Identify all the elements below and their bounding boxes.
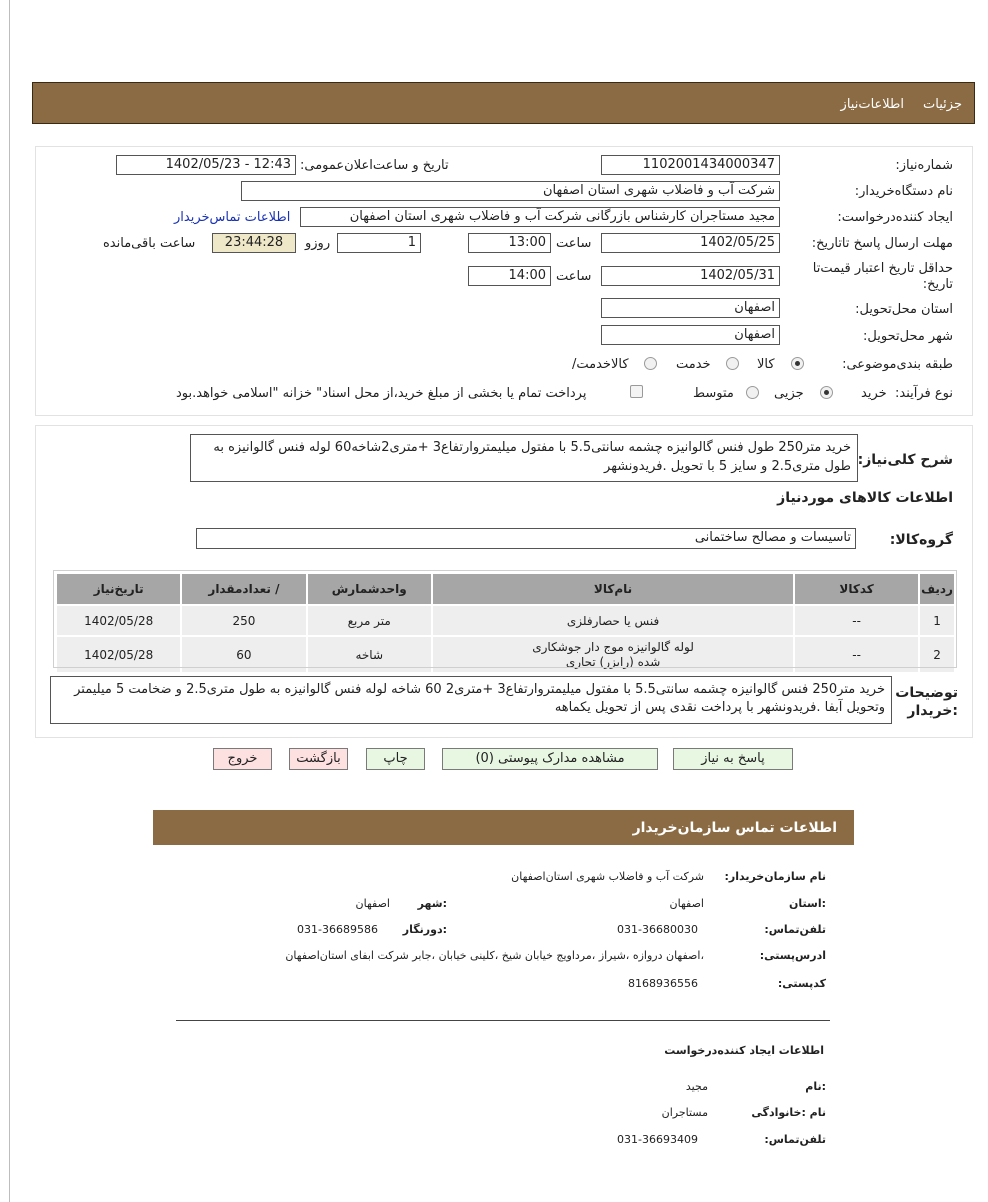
col-header-code: کدکالا bbox=[795, 574, 918, 604]
org-province-value: اصفهان bbox=[669, 897, 704, 910]
price-validity-date-field: 1402/05/31 bbox=[601, 266, 780, 286]
org-phone-label: تلفن‌تماس: bbox=[764, 923, 826, 936]
send-deadline-label: مهلت ارسال پاسخ تا‌تاریخ: bbox=[811, 236, 953, 251]
description-field: خرید متر250 طول فنس گالوانیزه چشمه سانتی5.5 با مفتول میلیمتروارتفاع3 +متری2شاخه60 لوله فنس گالوانیزه به طول متری2.5 و سایز 5 با تحویل .فریدونشهر bbox=[190, 434, 858, 482]
goods-group-label: گروه‌کالا: bbox=[889, 532, 953, 548]
requester-phone-label: تلفن‌تماس: bbox=[764, 1133, 826, 1146]
buyer-org-field: شرکت آب و فاضلاب شهری استان اصفهان bbox=[241, 181, 780, 201]
category-goods-service-radio[interactable] bbox=[644, 357, 657, 370]
col-header-need-date: تاریخ‌نیاز bbox=[57, 574, 180, 604]
process-medium-label: متوسط bbox=[693, 386, 734, 401]
category-goods-service-label: کالا‌خدمت/ bbox=[572, 357, 629, 372]
goods-info-title: اطلاعات کالاهای موردنیاز bbox=[777, 490, 953, 506]
price-validity-time-field: 14:00 bbox=[468, 266, 551, 286]
cell-quantity: 60 bbox=[182, 637, 305, 672]
requester-phone-value: 031-36693409 bbox=[617, 1133, 698, 1146]
cell-need-date: 1402/05/28 bbox=[57, 637, 180, 672]
col-header-row-number: ردیف bbox=[920, 574, 954, 604]
process-buy-label: خرید bbox=[861, 386, 887, 401]
cell-unit: متر مربع bbox=[308, 606, 431, 635]
need-number-label: شماره‌نیاز: bbox=[895, 158, 953, 173]
page-left-border bbox=[9, 0, 10, 1202]
buyer-notes-label-1: توضیحات bbox=[895, 685, 958, 701]
days-label: روزو bbox=[305, 236, 331, 251]
org-name-value: شرکت آب و فاضلاب شهری استان‌اصفهان bbox=[511, 870, 704, 883]
category-service-label: خدمت bbox=[676, 357, 711, 372]
need-number-field: 1102001434000347 bbox=[601, 155, 780, 175]
price-validity-label-2: تاریخ: bbox=[922, 277, 953, 292]
cell-row-number: 2 bbox=[920, 637, 954, 672]
buyer-org-label: نام دستگاه‌خریدار: bbox=[854, 184, 953, 199]
section-divider bbox=[176, 1020, 830, 1021]
buyer-notes-field: خرید متر250 فنس گالوانیزه چشمه سانتی5.5 با مفتول میلیمتروارتفاع3 +متری2 60 شاخه لوله فنس گالوانیزه به طول متری2.5 و ضخامت 5 میلیمتر وتحویل آبفا .فریدونشهر با پرداخت نقدی پس از تحویل یکماهه bbox=[50, 676, 892, 724]
province-label: استان محل‌تحویل: bbox=[855, 302, 953, 317]
description-label: شرح کلی‌نیاز: bbox=[857, 452, 953, 468]
requester-title: اطلاعات ایجاد کننده‌درخواست bbox=[664, 1044, 824, 1057]
cell-need-date: 1402/05/28 bbox=[57, 606, 180, 635]
city-field: اصفهان bbox=[601, 325, 780, 345]
attachments-button[interactable]: مشاهده مدارک پیوستی (0) bbox=[442, 748, 658, 770]
org-contact-title: اطلاعات تماس سازمان‌خریدار bbox=[632, 820, 837, 836]
treasury-payment-checkbox[interactable] bbox=[630, 385, 643, 398]
org-fax-value: 031-36689586 bbox=[297, 923, 378, 936]
breadcrumb-details[interactable]: جزئیات bbox=[923, 97, 962, 112]
category-goods-label: کالا bbox=[757, 357, 775, 372]
cell-code: -- bbox=[795, 637, 918, 672]
remaining-timer: 23:44:28 bbox=[212, 233, 296, 253]
org-city-value: اصفهان bbox=[355, 897, 390, 910]
respond-button[interactable]: پاسخ به نیاز bbox=[673, 748, 793, 770]
price-validity-time-label: ساعت bbox=[556, 269, 592, 284]
org-fax-label: :دورنگار bbox=[402, 923, 447, 936]
col-header-quantity: / تعدادمقدار bbox=[182, 574, 305, 604]
city-label: شهر محل‌تحویل: bbox=[863, 329, 953, 344]
cell-quantity: 250 bbox=[182, 606, 305, 635]
price-validity-label-1: حداقل تاریخ اعتبار قیمت‌تا bbox=[812, 261, 953, 276]
org-postal-label: کد‌پستی: bbox=[777, 977, 826, 990]
process-minor-label: جزیی bbox=[774, 386, 804, 401]
col-header-unit: واحدشمارش bbox=[308, 574, 431, 604]
province-field: اصفهان bbox=[601, 298, 780, 318]
requester-family-value: مستاجران bbox=[661, 1106, 708, 1119]
col-header-name: نام‌کالا bbox=[433, 574, 793, 604]
buyer-notes-label-2: :خریدار bbox=[907, 703, 958, 719]
cell-name: فنس یا حصارفلزی bbox=[433, 606, 793, 635]
cell-code: -- bbox=[795, 606, 918, 635]
org-postal-value: 8168936556 bbox=[628, 977, 698, 990]
page-header-bar bbox=[32, 82, 975, 124]
requester-name-label: :نام bbox=[805, 1080, 826, 1093]
breadcrumb-need-info[interactable]: اطلاعات‌نیاز bbox=[840, 97, 904, 112]
days-field: 1 bbox=[337, 233, 421, 253]
category-label: طبقه بندی‌موضوعی: bbox=[842, 357, 953, 372]
remaining-label: ساعت باقی‌مانده bbox=[103, 236, 196, 251]
print-button[interactable]: چاپ bbox=[366, 748, 425, 770]
org-phone-value: 031-36680030 bbox=[617, 923, 698, 936]
buyer-contact-link[interactable]: اطلاعات تماس‌خریدار bbox=[174, 210, 291, 225]
requester-name-value: مجید bbox=[685, 1080, 708, 1093]
org-city-label: :شهر bbox=[417, 897, 447, 910]
send-deadline-time-field: 13:00 bbox=[468, 233, 551, 253]
back-button[interactable]: بازگشت bbox=[289, 748, 348, 770]
requester-family-label: نام :خانوادگی bbox=[751, 1106, 826, 1119]
cell-unit: شاخه bbox=[308, 637, 431, 672]
send-deadline-time-label: ساعت bbox=[556, 236, 592, 251]
announce-label: تاریخ و ساعت‌اعلان‌عمومی: bbox=[300, 158, 449, 173]
category-service-radio[interactable] bbox=[726, 357, 739, 370]
org-province-label: :استان bbox=[789, 897, 826, 910]
goods-table-frame bbox=[53, 570, 957, 668]
send-deadline-date-field: 1402/05/25 bbox=[601, 233, 780, 253]
creator-label: ایجاد کننده‌درخواست: bbox=[837, 210, 953, 225]
org-address-value: ،اصفهان دروازه ،شیراز ،مرداویج خیابان شیخ ،کلینی خیابان ،جابر شرکت ابفای استان‌اصفهان bbox=[285, 949, 704, 962]
org-contact-header bbox=[153, 810, 854, 845]
cell-row-number: 1 bbox=[920, 606, 954, 635]
exit-button[interactable]: خروج bbox=[213, 748, 272, 770]
process-minor-radio[interactable] bbox=[820, 386, 833, 399]
process-label: نوع فرآیند: bbox=[895, 386, 953, 401]
org-name-label: نام سازمان‌خریدار: bbox=[724, 870, 826, 883]
category-goods-radio[interactable] bbox=[791, 357, 804, 370]
cell-name: لوله گالوانیزه موج دار جوشکاری شده (رایزر) تجاری bbox=[433, 637, 793, 672]
announce-field: 1402/05/23 - 12:43 bbox=[116, 155, 296, 175]
goods-group-field: تاسیسات و مصالح ساختمانی bbox=[196, 528, 856, 549]
treasury-payment-label: پرداخت تمام یا بخشی از مبلغ خرید،از محل اسناد" خزانه "اسلامی خواهد.بود bbox=[176, 386, 587, 401]
creator-field: مجید مستاجران کارشناس بازرگانی شرکت آب و فاضلاب شهری استان اصفهان bbox=[300, 207, 780, 227]
process-medium-radio[interactable] bbox=[746, 386, 759, 399]
org-address-label: ادرس‌پستی: bbox=[759, 949, 826, 962]
